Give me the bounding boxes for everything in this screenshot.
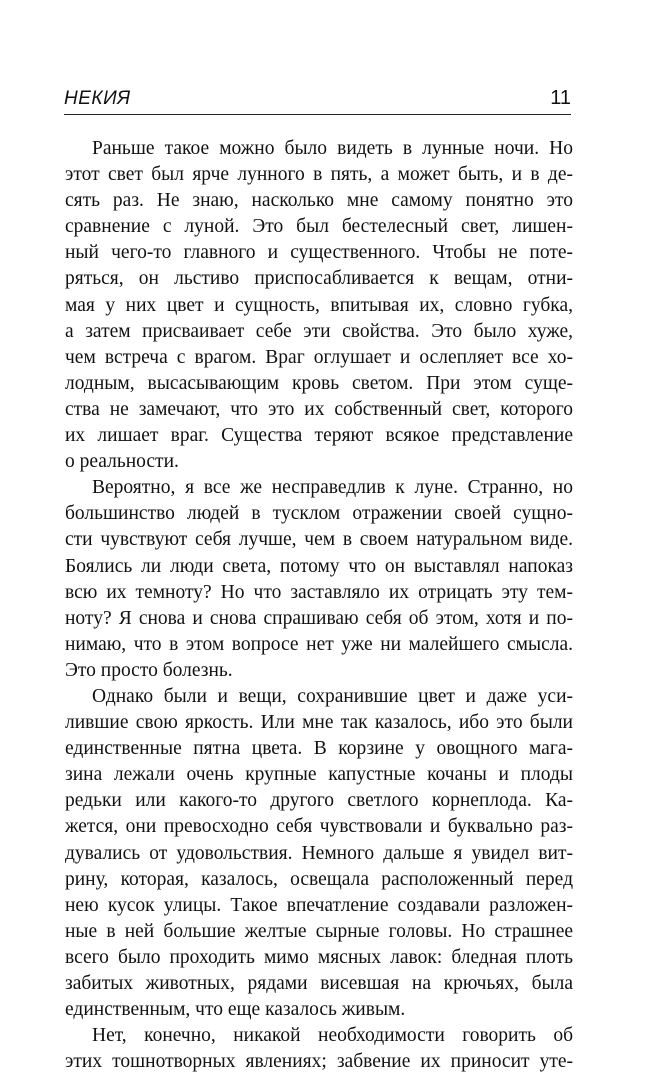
text-line: Раньше такое можно было видеть в лунные ночи. Но <box>92 138 573 159</box>
page-header <box>64 84 571 118</box>
text-line: сти чувствуют себя лучше, чем в своем натуральном виде. <box>65 529 573 551</box>
page-number: 11 <box>550 87 571 109</box>
text-line: ноту? Я снова и снова спрашиваю себя об этом, хотя и по- <box>65 607 573 629</box>
text-line: всю их темноту? Но что заставляло их отрицать эту тем- <box>65 581 573 603</box>
text-line: рину, которая, казалось, освещала расположенный перед <box>65 868 573 890</box>
text-line: Нет, конечно, никакой необходимости говорить об <box>92 1025 573 1047</box>
text-line: всего было проходить мимо мясных лавок: бледная плоть <box>65 946 573 968</box>
text-line: забитых животных, рядами висевшая на крючьях, была <box>65 973 573 994</box>
text-line: жется, они превосходно себя чувствовали и буквально раз- <box>65 816 573 838</box>
body-text <box>65 136 573 1075</box>
text-line: Вероятно, я все же несправедлив к луне. Странно, но <box>92 477 573 499</box>
text-line: а затем присваивает себе эти свойства. Это было хуже, <box>65 320 573 342</box>
header-rule <box>64 114 571 115</box>
text-line: дувались от удовольствия. Немного дальше я увидел вит- <box>65 842 573 864</box>
running-title: НЕКИЯ <box>64 88 131 109</box>
text-line: этот свет был ярче лунного в пять, а может быть, и в де- <box>65 164 573 186</box>
text-line: нею кусок улицы. Такое впечатление создавали разложен- <box>65 894 573 916</box>
text-line: единственным, что еще казалось живым. <box>65 999 406 1021</box>
text-line: Однако были и вещи, сохранившие цвет и даже уси- <box>92 685 573 707</box>
text-line: их лишает враг. Существа теряют всякое представление <box>65 425 573 447</box>
text-line: этих тошнотворных явлениях; забвение их приносит уте- <box>65 1051 573 1073</box>
text-line: Боялись ли люди света, потому что он выставлял напоказ <box>65 555 573 577</box>
text-line: лодным, высасывающим кровь светом. При этом суще- <box>65 372 573 394</box>
text-line: ряться, он льстиво приспосабливается к вещам, отни- <box>65 268 573 290</box>
text-line: ства не замечают, что это их собственный свет, которого <box>65 398 573 420</box>
text-line: ный чего-то главного и существенного. Чтобы не поте- <box>65 242 573 264</box>
text-line: зина лежали очень крупные капустные кочаны и плоды <box>65 764 573 786</box>
text-line: единственные пятна цвета. В корзине у овощного мага- <box>65 738 573 760</box>
text-line: сять раз. Не знаю, насколько мне самому понятно это <box>65 190 573 212</box>
text-line: большинство людей в тусклом отражении своей сущно- <box>65 503 573 525</box>
text-line: лившие свою яркость. Или мне так казалось, ибо это были <box>65 712 573 734</box>
text-line: ные в ней большие желтые сырные головы. Но страшнее <box>65 920 573 942</box>
text-line: мая у них цвет и сущность, впитывая их, словно губка, <box>65 294 573 316</box>
text-line: нимаю, что в этом вопросе нет уже ни малейшего смысла. <box>65 633 573 655</box>
text-line: о реальности. <box>65 451 179 473</box>
text-line: сравнение с луной. Это был бестелесный свет, лишен- <box>65 216 573 238</box>
text-line: чем встреча с врагом. Враг оглушает и ослепляет все хо- <box>65 346 573 368</box>
text-line: редьки или какого-то другого светлого корнеплода. Ка- <box>65 790 573 812</box>
text-line: Это просто болезнь. <box>65 659 233 681</box>
